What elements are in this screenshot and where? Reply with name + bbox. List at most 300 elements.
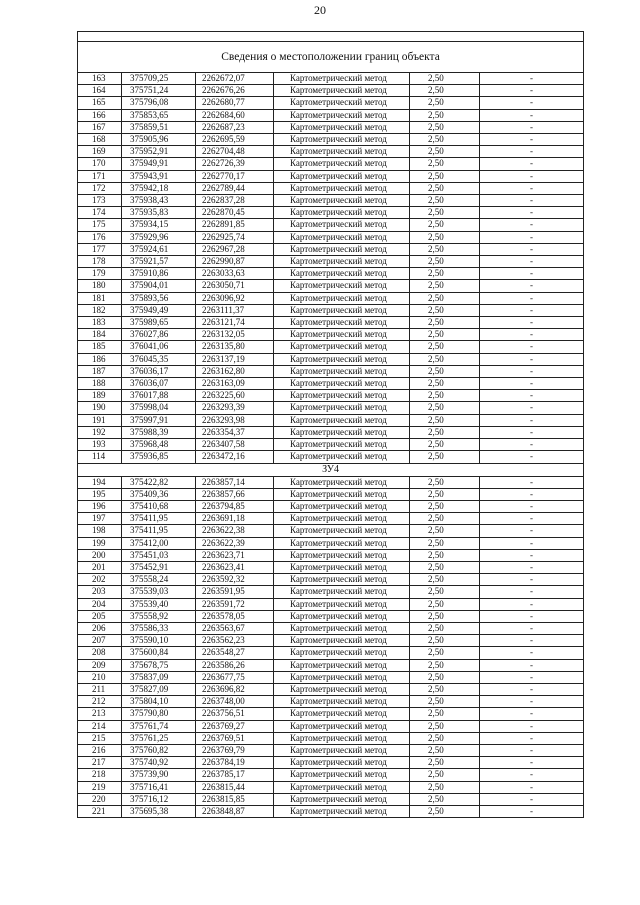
coord-y: 2263815,44 (196, 781, 274, 793)
point-number: 180 (78, 280, 122, 292)
precision-cell: 2,50 (410, 610, 480, 622)
method-cell: Картометрический метод (274, 513, 410, 525)
point-number: 204 (78, 598, 122, 610)
coord-y: 2263293,98 (196, 414, 274, 426)
note-cell: - (480, 146, 584, 158)
note-cell: - (480, 574, 584, 586)
note-cell: - (480, 476, 584, 488)
coord-y: 2263472,16 (196, 451, 274, 463)
point-number: 176 (78, 231, 122, 243)
point-number: 184 (78, 329, 122, 341)
coord-x: 375904,01 (122, 280, 196, 292)
table-row (78, 720, 584, 732)
coord-x: 375761,74 (122, 720, 196, 732)
point-number: 207 (78, 635, 122, 647)
point-number: 218 (78, 769, 122, 781)
note-cell: - (480, 500, 584, 512)
method-cell: Картометрический метод (274, 256, 410, 268)
note-cell: - (480, 170, 584, 182)
precision-cell: 2,50 (410, 537, 480, 549)
coord-x: 375942,18 (122, 182, 196, 194)
coord-x: 376036,07 (122, 378, 196, 390)
note-cell: - (480, 537, 584, 549)
point-number: 165 (78, 97, 122, 109)
coord-y: 2262704,48 (196, 146, 274, 158)
coord-y: 2263137,19 (196, 353, 274, 365)
note-cell: - (480, 317, 584, 329)
coord-x: 375936,85 (122, 451, 196, 463)
point-number: 216 (78, 744, 122, 756)
precision-cell: 2,50 (410, 647, 480, 659)
precision-cell: 2,50 (410, 805, 480, 817)
coord-x: 375716,41 (122, 781, 196, 793)
point-number: 206 (78, 622, 122, 634)
method-cell: Картометрический метод (274, 414, 410, 426)
point-number: 200 (78, 549, 122, 561)
method-cell: Картометрический метод (274, 304, 410, 316)
coord-y: 2263785,17 (196, 769, 274, 781)
note-cell: - (480, 488, 584, 500)
point-number: 171 (78, 170, 122, 182)
coord-x: 375451,03 (122, 549, 196, 561)
point-number: 163 (78, 73, 122, 85)
note-cell: - (480, 109, 584, 121)
table-row (78, 805, 584, 817)
precision-cell: 2,50 (410, 378, 480, 390)
coord-x: 375997,91 (122, 414, 196, 426)
note-cell: - (480, 158, 584, 170)
table-row (78, 671, 584, 683)
note-cell: - (480, 769, 584, 781)
coord-x: 375678,75 (122, 659, 196, 671)
coord-y: 2263407,58 (196, 439, 274, 451)
precision-cell: 2,50 (410, 793, 480, 805)
note-cell: - (480, 561, 584, 573)
coord-y: 2262891,85 (196, 219, 274, 231)
table-row (78, 195, 584, 207)
coord-x: 376036,17 (122, 365, 196, 377)
point-number: 217 (78, 757, 122, 769)
note-cell: - (480, 426, 584, 438)
table-row (78, 292, 584, 304)
note-cell: - (480, 744, 584, 756)
point-number: 210 (78, 671, 122, 683)
coord-x: 375935,83 (122, 207, 196, 219)
precision-cell: 2,50 (410, 500, 480, 512)
coord-y: 2263769,79 (196, 744, 274, 756)
note-cell: - (480, 586, 584, 598)
coord-y: 2263592,32 (196, 574, 274, 586)
note-cell: - (480, 182, 584, 194)
coord-y: 2262672,07 (196, 73, 274, 85)
coord-y: 2263163,09 (196, 378, 274, 390)
coord-x: 375989,65 (122, 317, 196, 329)
table-row (78, 365, 584, 377)
coord-y: 2263563,67 (196, 622, 274, 634)
coord-x: 375586,33 (122, 622, 196, 634)
precision-cell: 2,50 (410, 292, 480, 304)
precision-cell: 2,50 (410, 561, 480, 573)
table-row (78, 170, 584, 182)
method-cell: Картометрический метод (274, 109, 410, 121)
note-cell: - (480, 732, 584, 744)
coord-y: 2263857,66 (196, 488, 274, 500)
coord-x: 375968,48 (122, 439, 196, 451)
coord-y: 2263691,18 (196, 513, 274, 525)
point-number: 173 (78, 195, 122, 207)
method-cell: Картометрический метод (274, 97, 410, 109)
coord-x: 375558,24 (122, 574, 196, 586)
table-row (78, 73, 584, 85)
point-number: 167 (78, 121, 122, 133)
point-number: 208 (78, 647, 122, 659)
coord-x: 375998,04 (122, 402, 196, 414)
precision-cell: 2,50 (410, 231, 480, 243)
note-cell: - (480, 231, 584, 243)
coord-y: 2262967,28 (196, 243, 274, 255)
table-row (78, 378, 584, 390)
table-row (78, 280, 584, 292)
precision-cell: 2,50 (410, 195, 480, 207)
table-row (78, 769, 584, 781)
coord-y: 2263135,80 (196, 341, 274, 353)
point-number: 221 (78, 805, 122, 817)
coord-y: 2263622,39 (196, 537, 274, 549)
precision-cell: 2,50 (410, 708, 480, 720)
coord-x: 375837,09 (122, 671, 196, 683)
coord-y: 2263677,75 (196, 671, 274, 683)
method-cell: Картометрический метод (274, 73, 410, 85)
coord-x: 375590,10 (122, 635, 196, 647)
table-row (78, 341, 584, 353)
method-cell: Картометрический метод (274, 219, 410, 231)
table-row (78, 647, 584, 659)
note-cell: - (480, 659, 584, 671)
table-row (78, 402, 584, 414)
coord-x: 375410,68 (122, 500, 196, 512)
table-row (78, 426, 584, 438)
table-row (78, 513, 584, 525)
method-cell: Картометрический метод (274, 732, 410, 744)
note-cell: - (480, 720, 584, 732)
precision-cell: 2,50 (410, 451, 480, 463)
method-cell: Картометрический метод (274, 561, 410, 573)
coord-y: 2263096,92 (196, 292, 274, 304)
coord-y: 2263622,38 (196, 525, 274, 537)
point-number: 170 (78, 158, 122, 170)
boundary-table (77, 31, 584, 818)
note-cell: - (480, 439, 584, 451)
method-cell: Картометрический метод (274, 708, 410, 720)
table-row (78, 219, 584, 231)
coord-y: 2263578,05 (196, 610, 274, 622)
note-cell: - (480, 696, 584, 708)
table-row (78, 85, 584, 97)
coord-x: 375905,96 (122, 134, 196, 146)
point-number: 220 (78, 793, 122, 805)
note-cell: - (480, 268, 584, 280)
coord-x: 376017,88 (122, 390, 196, 402)
precision-cell: 2,50 (410, 146, 480, 158)
precision-cell: 2,50 (410, 390, 480, 402)
point-number: 168 (78, 134, 122, 146)
coord-x: 375751,24 (122, 85, 196, 97)
coord-y: 2263591,72 (196, 598, 274, 610)
method-cell: Картометрический метод (274, 671, 410, 683)
precision-cell: 2,50 (410, 549, 480, 561)
note-cell: - (480, 414, 584, 426)
precision-cell: 2,50 (410, 513, 480, 525)
method-cell: Картометрический метод (274, 158, 410, 170)
method-cell: Картометрический метод (274, 769, 410, 781)
precision-cell: 2,50 (410, 439, 480, 451)
point-number: 212 (78, 696, 122, 708)
coord-y: 2262695,59 (196, 134, 274, 146)
method-cell: Картометрический метод (274, 744, 410, 756)
coord-x: 375859,51 (122, 121, 196, 133)
table-row (78, 708, 584, 720)
precision-cell: 2,50 (410, 170, 480, 182)
precision-cell: 2,50 (410, 781, 480, 793)
method-cell: Картометрический метод (274, 353, 410, 365)
note-cell: - (480, 402, 584, 414)
note-cell: - (480, 781, 584, 793)
method-cell: Картометрический метод (274, 292, 410, 304)
coord-y: 2262990,87 (196, 256, 274, 268)
precision-cell: 2,50 (410, 280, 480, 292)
point-number: 215 (78, 732, 122, 744)
method-cell: Картометрический метод (274, 683, 410, 695)
precision-cell: 2,50 (410, 769, 480, 781)
coord-x: 375600,84 (122, 647, 196, 659)
method-cell: Картометрический метод (274, 402, 410, 414)
precision-cell: 2,50 (410, 341, 480, 353)
table-row (78, 439, 584, 451)
table-row (78, 561, 584, 573)
section-label: ЗУ4 (78, 463, 584, 476)
note-cell: - (480, 329, 584, 341)
method-cell: Картометрический метод (274, 378, 410, 390)
precision-cell: 2,50 (410, 757, 480, 769)
note-cell: - (480, 243, 584, 255)
table-row (78, 598, 584, 610)
precision-cell: 2,50 (410, 256, 480, 268)
precision-cell: 2,50 (410, 329, 480, 341)
note-cell: - (480, 304, 584, 316)
coord-x: 375988,39 (122, 426, 196, 438)
table-row (78, 659, 584, 671)
coord-y: 2263748,00 (196, 696, 274, 708)
point-number: 181 (78, 292, 122, 304)
precision-cell: 2,50 (410, 696, 480, 708)
point-number: 164 (78, 85, 122, 97)
coord-y: 2262837,28 (196, 195, 274, 207)
coord-y: 2263162,80 (196, 365, 274, 377)
precision-cell: 2,50 (410, 85, 480, 97)
method-cell: Картометрический метод (274, 720, 410, 732)
note-cell: - (480, 757, 584, 769)
point-number: 187 (78, 365, 122, 377)
coord-x: 375790,80 (122, 708, 196, 720)
coord-y: 2263586,26 (196, 659, 274, 671)
method-cell: Картометрический метод (274, 451, 410, 463)
coord-y: 2263769,51 (196, 732, 274, 744)
coord-x: 375921,57 (122, 256, 196, 268)
method-cell: Картометрический метод (274, 170, 410, 182)
method-cell: Картометрический метод (274, 805, 410, 817)
coord-y: 2263354,37 (196, 426, 274, 438)
method-cell: Картометрический метод (274, 243, 410, 255)
coord-y: 2263050,71 (196, 280, 274, 292)
table-row (78, 781, 584, 793)
coord-y: 2262925,74 (196, 231, 274, 243)
coord-x: 375740,92 (122, 757, 196, 769)
coord-x: 375943,91 (122, 170, 196, 182)
note-cell: - (480, 207, 584, 219)
table-row (78, 231, 584, 243)
coord-x: 375893,56 (122, 292, 196, 304)
table-row (78, 207, 584, 219)
precision-cell: 2,50 (410, 158, 480, 170)
coord-y: 2263623,71 (196, 549, 274, 561)
coord-x: 375412,00 (122, 537, 196, 549)
coord-y: 2263111,37 (196, 304, 274, 316)
point-number: 198 (78, 525, 122, 537)
method-cell: Картометрический метод (274, 85, 410, 97)
point-number: 197 (78, 513, 122, 525)
boundary-table-sheet (77, 31, 583, 818)
coord-y: 2263132,05 (196, 329, 274, 341)
table-row (78, 146, 584, 158)
point-number: 169 (78, 146, 122, 158)
precision-cell: 2,50 (410, 402, 480, 414)
precision-cell: 2,50 (410, 476, 480, 488)
table-row (78, 488, 584, 500)
note-cell: - (480, 280, 584, 292)
coord-y: 2263623,41 (196, 561, 274, 573)
point-number: 192 (78, 426, 122, 438)
coord-y: 2262789,44 (196, 182, 274, 194)
method-cell: Картометрический метод (274, 525, 410, 537)
point-number: 196 (78, 500, 122, 512)
table-row (78, 574, 584, 586)
method-cell: Картометрический метод (274, 586, 410, 598)
table-row (78, 268, 584, 280)
method-cell: Картометрический метод (274, 537, 410, 549)
point-number: 188 (78, 378, 122, 390)
table-row (78, 97, 584, 109)
method-cell: Картометрический метод (274, 317, 410, 329)
coord-x: 375558,92 (122, 610, 196, 622)
precision-cell: 2,50 (410, 97, 480, 109)
method-cell: Картометрический метод (274, 439, 410, 451)
precision-cell: 2,50 (410, 121, 480, 133)
precision-cell: 2,50 (410, 659, 480, 671)
coord-y: 2263756,51 (196, 708, 274, 720)
coord-y: 2262676,26 (196, 85, 274, 97)
precision-cell: 2,50 (410, 720, 480, 732)
table-row (78, 304, 584, 316)
note-cell: - (480, 73, 584, 85)
coord-x: 375422,82 (122, 476, 196, 488)
coord-y: 2263784,19 (196, 757, 274, 769)
method-cell: Картометрический метод (274, 549, 410, 561)
method-cell: Картометрический метод (274, 574, 410, 586)
point-number: 209 (78, 659, 122, 671)
method-cell: Картометрический метод (274, 647, 410, 659)
note-cell: - (480, 390, 584, 402)
method-cell: Картометрический метод (274, 793, 410, 805)
method-cell: Картометрический метод (274, 341, 410, 353)
coord-y: 2263562,23 (196, 635, 274, 647)
method-cell: Картометрический метод (274, 365, 410, 377)
note-cell: - (480, 647, 584, 659)
note-cell: - (480, 292, 584, 304)
method-cell: Картометрический метод (274, 390, 410, 402)
precision-cell: 2,50 (410, 525, 480, 537)
table-row (78, 451, 584, 463)
coord-x: 375929,96 (122, 231, 196, 243)
method-cell: Картометрический метод (274, 696, 410, 708)
coord-x: 375761,25 (122, 732, 196, 744)
section-row (78, 463, 584, 476)
coord-x: 375411,95 (122, 513, 196, 525)
precision-cell: 2,50 (410, 574, 480, 586)
coord-x: 375739,90 (122, 769, 196, 781)
table-title: Сведения о местоположении границ объекта (78, 42, 584, 73)
point-number: 175 (78, 219, 122, 231)
coord-y: 2263857,14 (196, 476, 274, 488)
coord-x: 375910,86 (122, 268, 196, 280)
point-number: 185 (78, 341, 122, 353)
coord-y: 2263848,87 (196, 805, 274, 817)
note-cell: - (480, 622, 584, 634)
note-cell: - (480, 451, 584, 463)
note-cell: - (480, 353, 584, 365)
note-cell: - (480, 365, 584, 377)
method-cell: Картометрический метод (274, 635, 410, 647)
table-row (78, 586, 584, 598)
coord-x: 375539,40 (122, 598, 196, 610)
note-cell: - (480, 610, 584, 622)
precision-cell: 2,50 (410, 732, 480, 744)
precision-cell: 2,50 (410, 207, 480, 219)
table-row (78, 744, 584, 756)
precision-cell: 2,50 (410, 109, 480, 121)
note-cell: - (480, 513, 584, 525)
table-row (78, 134, 584, 146)
precision-cell: 2,50 (410, 268, 480, 280)
coord-x: 375760,82 (122, 744, 196, 756)
table-row (78, 329, 584, 341)
point-number: 202 (78, 574, 122, 586)
method-cell: Картометрический метод (274, 426, 410, 438)
coord-x: 375796,08 (122, 97, 196, 109)
method-cell: Картометрический метод (274, 182, 410, 194)
page-number: 20 (314, 3, 326, 17)
coord-y: 2263225,60 (196, 390, 274, 402)
table-row (78, 696, 584, 708)
coord-y: 2262680,77 (196, 97, 274, 109)
point-number: 177 (78, 243, 122, 255)
coord-y: 2263591,95 (196, 586, 274, 598)
note-cell: - (480, 195, 584, 207)
note-cell: - (480, 341, 584, 353)
table-title-row (78, 42, 584, 73)
coord-y: 2263548,27 (196, 647, 274, 659)
method-cell: Картометрический метод (274, 622, 410, 634)
table-row (78, 182, 584, 194)
